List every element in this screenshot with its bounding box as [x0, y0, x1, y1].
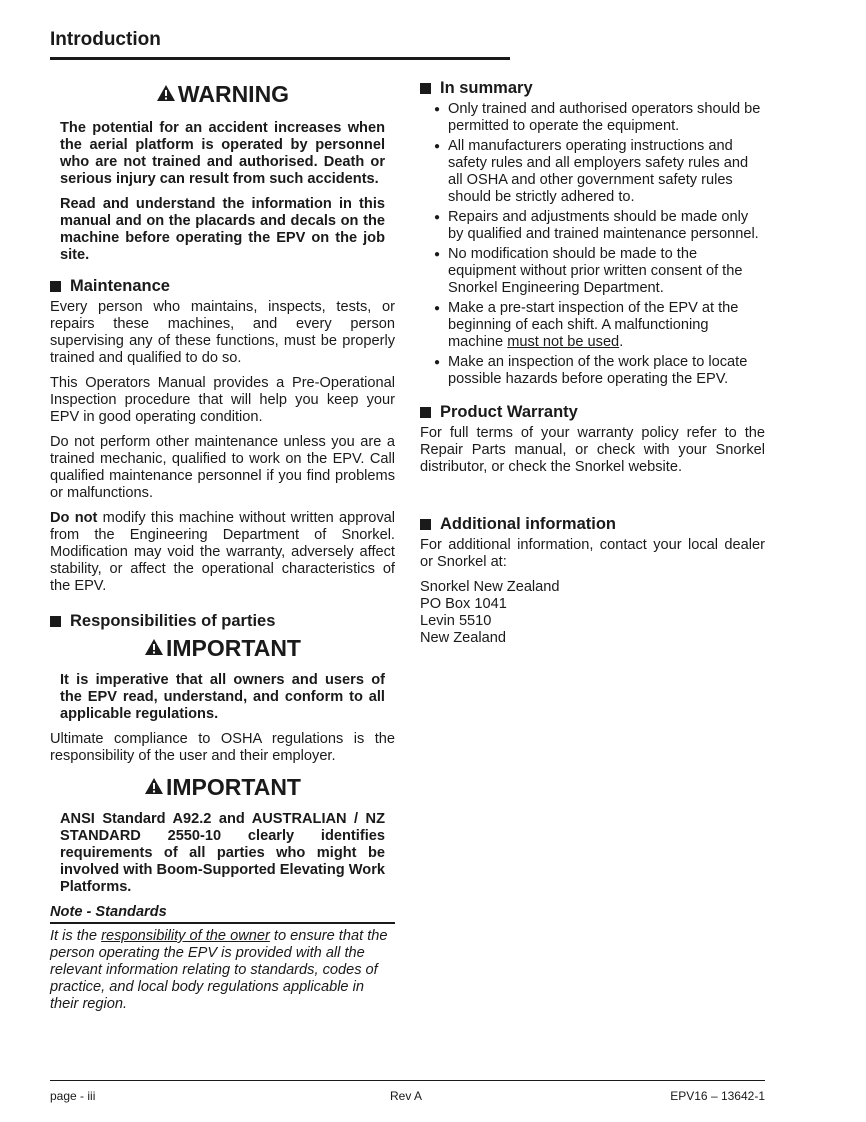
note-pre: It is the: [50, 928, 102, 944]
warning-triangle-icon: [156, 84, 176, 102]
warranty-heading: [420, 404, 765, 421]
warning-title: [50, 80, 395, 108]
square-bullet-icon: [420, 407, 431, 418]
warning-paragraph-1: The potential for an accident increases when the aerial platform is operated by personnel who are not trained and authorised. Death or serious injury can result from such accidents.: [60, 120, 385, 187]
important-title-1-text: IMPORTANT: [165, 635, 301, 661]
important-title-1: [50, 634, 395, 662]
note-heading: Note - Standards: [50, 904, 395, 924]
footer-rule: [50, 1080, 765, 1081]
address-line: PO Box 1041: [420, 596, 507, 612]
note-underlined: responsibility of the owner: [101, 928, 270, 944]
square-bullet-icon: [420, 83, 431, 94]
summary-heading: [420, 80, 765, 97]
warranty-text: For full terms of your warranty policy refer to the Repair Parts manual, or check with your Snorkel distributor, or check the Snorkel website.: [420, 425, 765, 475]
responsibilities-paragraph: Ultimate compliance to OSHA regulations is the responsibility of the user and their employer.: [50, 731, 395, 764]
address-line: Snorkel New Zealand: [420, 579, 560, 595]
responsibilities-heading: [50, 613, 395, 630]
additional-text: For additional information, contact your local dealer or Snorkel at:: [420, 537, 765, 570]
summary-item-5: [420, 300, 765, 351]
important-title-2-text: IMPORTANT: [165, 774, 301, 800]
important-title-2: [50, 773, 395, 801]
square-bullet-icon: [50, 616, 61, 627]
maintenance-paragraph-4: [50, 510, 395, 595]
maintenance-paragraph-3: Do not perform other maintenance unless you are a trained mechanic, qualified to work on the EPV. Call qualified maintenance personnel if you find problems or malfunctions.: [50, 434, 395, 501]
page-title: Introduction: [50, 29, 161, 50]
additional-heading: [420, 516, 765, 533]
warranty-heading-text: Product Warranty: [440, 403, 578, 421]
square-bullet-icon: [420, 519, 431, 530]
warning-triangle-icon: [144, 777, 164, 795]
summary-item-5-underlined: must not be used: [507, 334, 620, 350]
left-column: [50, 78, 395, 1013]
address-block: [420, 579, 765, 647]
important-body-1: [60, 672, 385, 723]
do-not-bold: Do not: [50, 510, 98, 526]
note-body: [50, 928, 395, 1013]
warning-paragraph-2: Read and understand the information in this manual and on the placards and decals on the machine before operating the EPV on the job site.: [60, 196, 385, 263]
summary-item-1: ● Only trained and authorised operators should be permitted to operate the equipment.: [420, 101, 765, 135]
maintenance-heading: [50, 278, 395, 295]
summary-item-6: ● Make an inspection of the work place to locate possible hazards before operating the EPV.: [420, 354, 765, 388]
square-bullet-icon: [50, 281, 61, 292]
footer-page: page - iii: [50, 1089, 96, 1103]
maintenance-heading-text: Maintenance: [70, 277, 170, 295]
maintenance-paragraph-1: Every person who maintains, inspects, tests, or repairs these machines, and every person supervising any of these functions, must be properly trained and qualified to do so.: [50, 299, 395, 366]
address-line: Levin 5510: [420, 613, 492, 629]
note-post: to ensure that the person operating the EPV is provided with all the relevant information relating to standards, codes of practice, and local body regulations applicable in their region.: [50, 928, 388, 1012]
warning-title-text: WARNING: [177, 81, 290, 107]
summary-heading-text: In summary: [440, 79, 533, 97]
summary-item-3: ● Repairs and adjustments should be made only by qualified and trained maintenance personnel.: [420, 209, 765, 243]
warning-triangle-icon: [144, 638, 164, 656]
summary-item-4: ● No modification should be made to the equipment without prior written consent of the Snorkel Engineering Department.: [420, 246, 765, 297]
responsibilities-heading-text: Responsibilities of parties: [70, 612, 276, 630]
important-body-2-text: ANSI Standard A92.2 and AUSTRALIAN / NZ STANDARD 2550-10 clearly identifies requirements of all parties who might be involved with Boom-Supported Elevating Work Platforms.: [60, 811, 385, 895]
additional-heading-text: Additional information: [440, 515, 616, 533]
important-body-2: [60, 811, 385, 896]
footer-doc: EPV16 – 13642-1: [670, 1089, 765, 1103]
summary-list: [420, 101, 765, 388]
right-column: [420, 78, 765, 647]
header-rule: [50, 57, 510, 60]
maintenance-paragraph-2: This Operators Manual provides a Pre-Operational Inspection procedure that will help you keep your EPV in good operating condition.: [50, 375, 395, 425]
important-body-1-text: It is imperative that all owners and users of the EPV read, understand, and conform to all applicable regulations.: [60, 672, 385, 722]
address-line: New Zealand: [420, 630, 506, 646]
summary-item-2: ● All manufacturers operating instructions and safety rules and all employers safety rules and all OSHA and other government safety rules should be strictly adhered to.: [420, 138, 765, 206]
warning-body: [60, 120, 385, 264]
footer-rev: Rev A: [390, 1089, 423, 1103]
summary-item-5-pre: Make a pre-start inspection of the EPV at the beginning of each shift. A malfunctioning machine: [448, 300, 739, 350]
maintenance-paragraph-4-rest: modify this machine without written approval from the Engineering Department of Snorkel. Modification may void the warranty, adversely affect stability, or affect the operational characteristics of the EPV.: [50, 510, 395, 594]
summary-item-5-post: .: [619, 334, 624, 350]
